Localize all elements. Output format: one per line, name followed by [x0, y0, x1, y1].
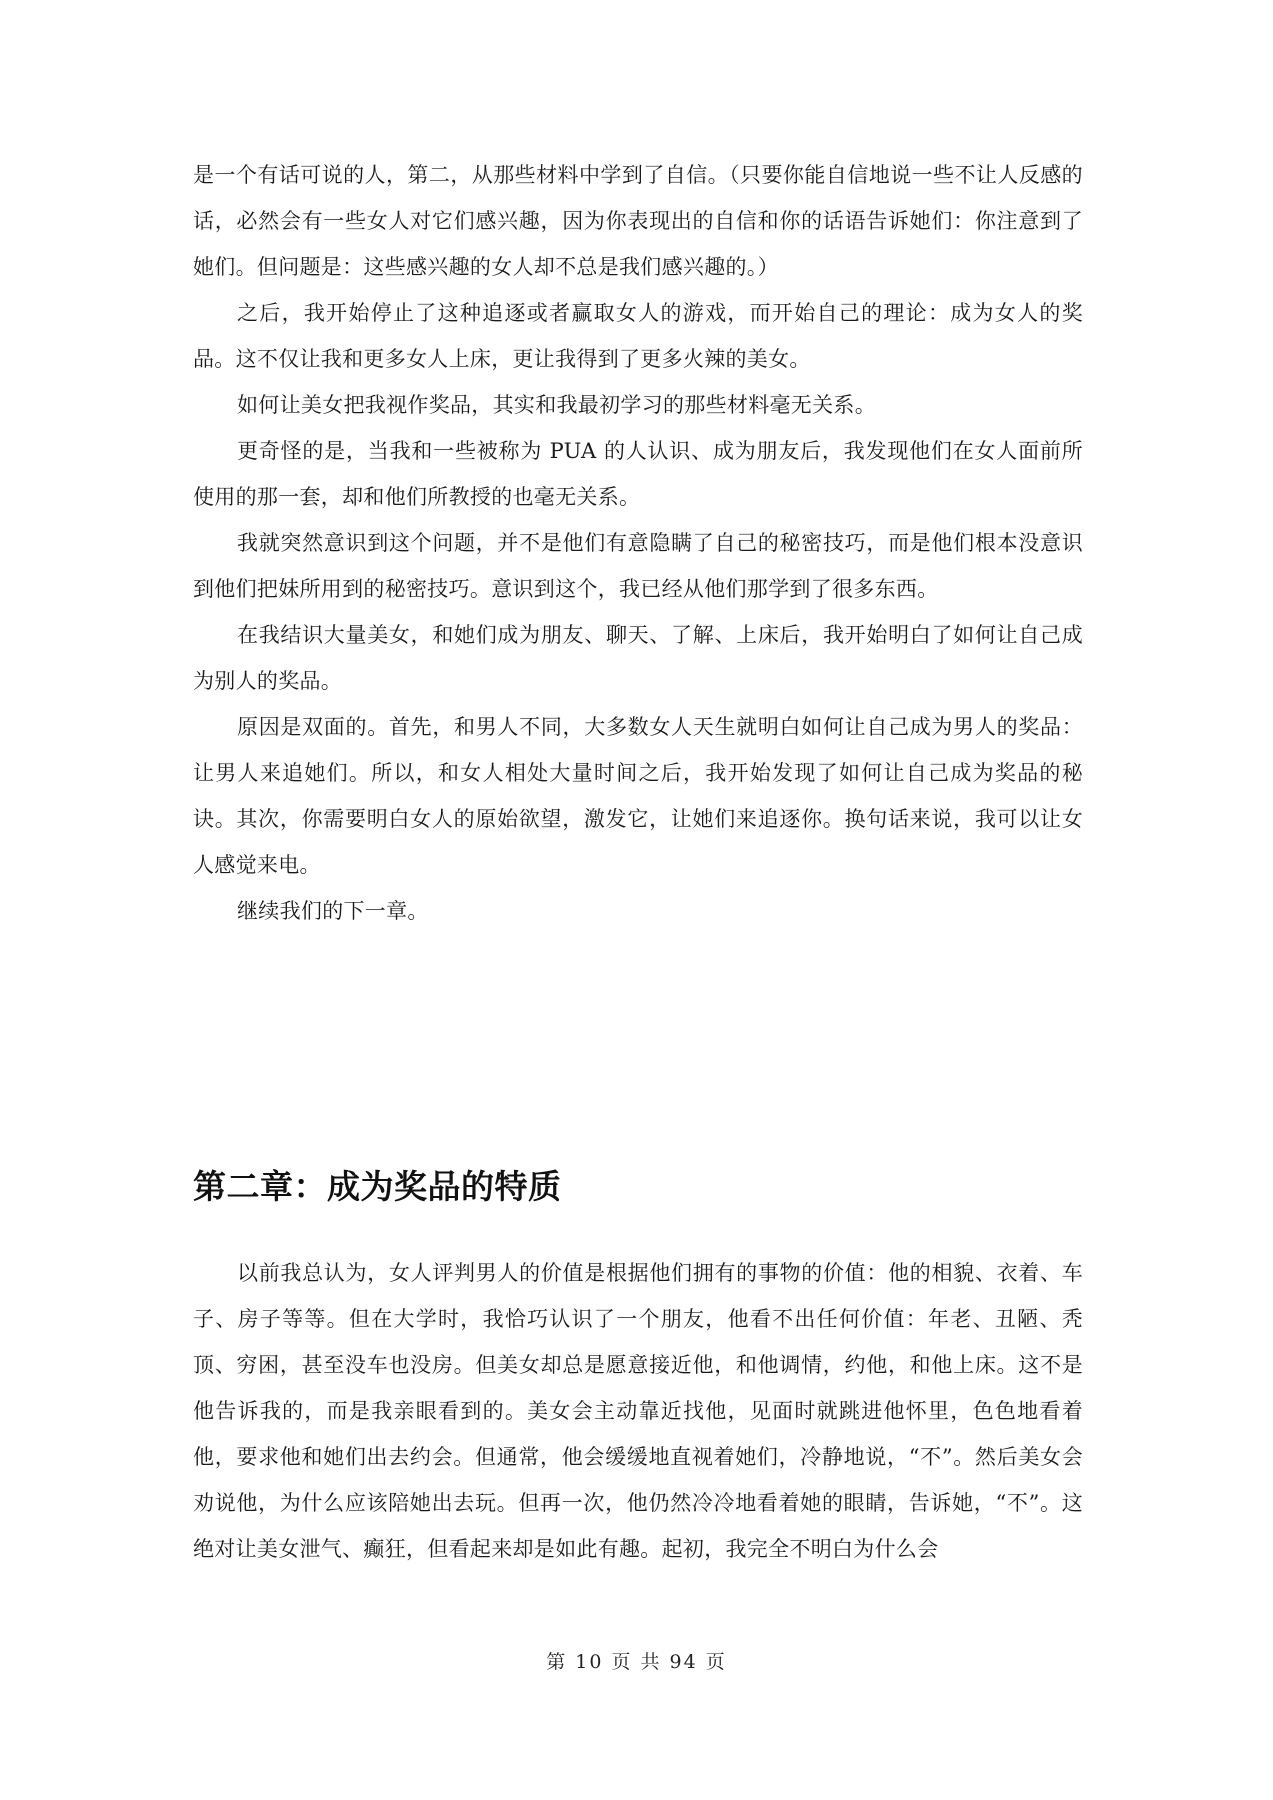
paragraph: 之后，我开始停止了这种追逐或者赢取女人的游戏，而开始自己的理论：成为女人的奖品。这不仅让我和更多女人上床，更让我得到了更多火辣的美女。 — [193, 301, 1083, 371]
paragraph: 更奇怪的是，当我和一些被称为 PUA 的人认识、成为朋友后，我发现他们在女人面前所使用的那一套，却和他们所教授的也毫无关系。 — [193, 439, 1083, 509]
chapter-title: 第二章：成为奖品的特质 — [193, 1167, 562, 1206]
paragraph: 是一个有话可说的人，第二，从那些材料中学到了自信。（只要你能自信地说一些不让人反感的话，必然会有一些女人对它们感兴趣，因为你表现出的自信和你的话语告诉她们：你注意到了她们。但问题是：这些感兴趣的女人却不总是我们感兴趣的。） — [193, 163, 1083, 279]
paragraph: 在我结识大量美女，和她们成为朋友、聊天、了解、上床后，我开始明白了如何让自己成为别人的奖品。 — [193, 623, 1083, 693]
body-text-bottom — [193, 1250, 1083, 1572]
paragraph: 原因是双面的。首先，和男人不同，大多数女人天生就明白如何让自己成为男人的奖品：让男人来追她们。所以，和女人相处大量时间之后，我开始发现了如何让自己成为奖品的秘诀。其次，你需要明白女人的原始欲望，激发它，让她们来追逐你。换句话来说，我可以让女人感觉来电。 — [193, 715, 1083, 877]
paragraph: 继续我们的下一章。 — [237, 899, 429, 923]
paragraph: 如何让美女把我视作奖品，其实和我最初学习的那些材料毫无关系。 — [237, 393, 876, 417]
paragraph: 以前我总认为，女人评判男人的价值是根据他们拥有的事物的价值：他的相貌、衣着、车子、房子等等。但在大学时，我恰巧认识了一个朋友，他看不出任何价值：年老、丑陋、秃顶、穷困，甚至没车也没房。但美女却总是愿意接近他，和他调情，约他，和他上床。这不是他告诉我的，而是我亲眼看到的。美女会主动靠近找他，见面时就跳进他怀里，色色地看着他，要求他和她们出去约会。但通常，他会缓缓地直视着她们，冷静地说，“不”。然后美女会劝说他，为什么应该陪她出去玩。但再一次，他仍然冷冷地看着她的眼睛，告诉她，“不”。这绝对让美女泄气、癫狂，但看起来却是如此有趣。起初，我完全不明白为什么会 — [193, 1261, 1083, 1561]
page-footer: 第 10 页 共 94 页 — [546, 1651, 727, 1673]
paragraph: 我就突然意识到这个问题，并不是他们有意隐瞒了自己的秘密技巧，而是他们根本没意识到他们把妹所用到的秘密技巧。意识到这个，我已经从他们那学到了很多东西。 — [193, 531, 1083, 601]
body-text-top — [193, 152, 1083, 934]
